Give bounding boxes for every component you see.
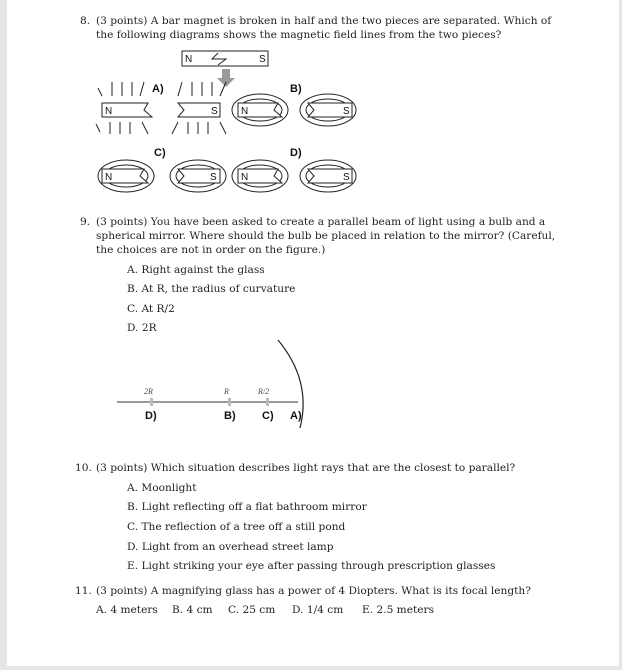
- q8-magnet-diagram: [90, 48, 370, 200]
- q11-text: (3 points) A magnifying glass has a power of 4 Diopters. What is its focal length?: [96, 585, 531, 597]
- q11-option-a: A. 4 meters: [96, 604, 158, 616]
- q9-option-b: B. At R, the radius of curvature: [127, 283, 296, 295]
- letter-c: C): [262, 410, 274, 422]
- svg-text:N: N: [241, 106, 249, 117]
- q11-option-d: D. 1/4 cm: [292, 604, 344, 616]
- q8-number: 8.: [80, 15, 91, 27]
- q10-option-d: D. Light from an overhead street lamp: [127, 541, 334, 553]
- svg-text:N: N: [105, 106, 113, 117]
- q9-text-line3: the choices are not in order on the figure.): [96, 244, 326, 256]
- page-bottom-border: [0, 666, 622, 670]
- svg-text:N: N: [241, 172, 249, 183]
- svg-text:S: S: [210, 172, 217, 183]
- q9-option-a: A. Right against the glass: [127, 264, 265, 276]
- q10-option-e: E. Light striking your eye after passing through prescription glasses: [127, 560, 496, 572]
- q9-option-c: C. At R/2: [127, 303, 175, 315]
- letter-d: D): [145, 410, 157, 422]
- mark-2r: 2R: [144, 387, 153, 396]
- page-left-border: [0, 0, 7, 670]
- q8-option-c-label: C): [154, 147, 166, 159]
- break-arrow-icon: [217, 69, 235, 87]
- q8-text-line2: the following diagrams shows the magnetic field lines from the two pieces?: [96, 29, 502, 41]
- magnet-north-label: N: [185, 54, 193, 65]
- q8-option-b-label: B): [290, 83, 302, 95]
- q10-option-a: A. Moonlight: [127, 482, 197, 494]
- option-b-diagram: [232, 83, 356, 126]
- q8-text-line1: (3 points) A bar magnet is broken in half and the two pieces are separated. Which of: [96, 15, 552, 27]
- q11-number: 11.: [75, 585, 92, 597]
- mark-r-half: R/2: [258, 387, 270, 396]
- option-a-diagram: [96, 82, 226, 134]
- letter-b: B): [224, 410, 236, 422]
- q11-option-e: E. 2.5 meters: [362, 604, 435, 616]
- svg-text:N: N: [105, 172, 113, 183]
- q11-option-c: C. 25 cm: [228, 604, 276, 616]
- q9-number: 9.: [80, 216, 91, 228]
- whole-bar-magnet: [182, 51, 268, 66]
- option-c-diagram: [98, 147, 226, 192]
- q11-option-b: B. 4 cm: [172, 604, 213, 616]
- magnet-south-label: S: [259, 54, 266, 65]
- q9-option-d: D. 2R: [127, 322, 157, 334]
- q10-number: 10.: [75, 462, 92, 474]
- svg-text:S: S: [343, 106, 350, 117]
- q9-text-line2: spherical mirror. Where should the bulb be placed in relation to the mirror? (Careful,: [96, 230, 556, 242]
- q10-option-b: B. Light reflecting off a flat bathroom mirror: [127, 501, 367, 513]
- svg-text:S: S: [343, 172, 350, 183]
- q9-text-line1: (3 points) You have been asked to create a parallel beam of light using a bulb and a: [96, 216, 546, 228]
- q8-option-a-label: A): [152, 83, 164, 95]
- q9-mirror-diagram: [112, 336, 312, 436]
- q10-option-c: C. The reflection of a tree off a still pond: [127, 521, 346, 533]
- option-d-diagram: [232, 147, 356, 192]
- q10-text: (3 points) Which situation describes light rays that are the closest to parallel?: [96, 462, 516, 474]
- svg-text:S: S: [211, 106, 218, 117]
- letter-a: A): [290, 410, 302, 422]
- q8-option-d-label: D): [290, 147, 302, 159]
- mark-r: R: [224, 387, 229, 396]
